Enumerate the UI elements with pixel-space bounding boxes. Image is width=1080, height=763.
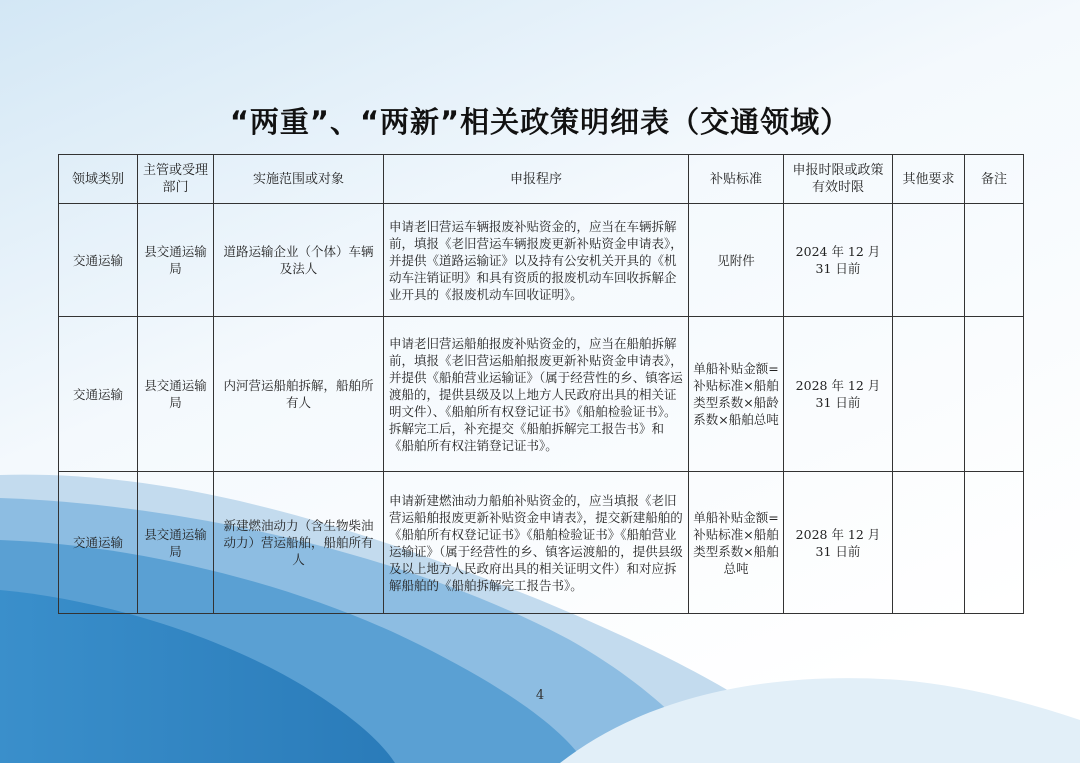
cell-category: 交通运输 xyxy=(59,472,138,614)
cell-deadline: 2024 年 12 月 31 日前 xyxy=(784,204,893,317)
cell-department: 县交通运输局 xyxy=(138,472,214,614)
header-scope: 实施范围或对象 xyxy=(214,155,384,204)
cell-procedure: 申请新建燃油动力船舶补贴资金的，应当填报《老旧营运船舶报废更新补贴资金申请表》，提交新建船舶的《船舶所有权登记证书》《船舶检验证书》《船舶营业运输证》（属于经营性的乡、镇客运渡船的，提供县级及以上地方人民政府出具的相关证明文件）和对应拆解船舶的《船舶拆解完工报告书》。 xyxy=(384,472,689,614)
header-department: 主管或受理部门 xyxy=(138,155,214,204)
cell-category: 交通运输 xyxy=(59,204,138,317)
page-number: 4 xyxy=(535,688,545,703)
cell-other xyxy=(893,317,965,472)
page-title: “两重”、“两新”相关政策明细表（交通领域） xyxy=(229,105,851,139)
cell-note xyxy=(965,204,1024,317)
cell-subsidy: 单船补贴金额=补贴标准×船舶类型系数×船龄系数×船舶总吨 xyxy=(689,317,784,472)
cell-department: 县交通运输局 xyxy=(138,204,214,317)
cell-subsidy: 见附件 xyxy=(689,204,784,317)
cell-subsidy: 单船补贴金额=补贴标准×船舶类型系数×船舶总吨 xyxy=(689,472,784,614)
cell-department: 县交通运输局 xyxy=(138,317,214,472)
cell-category: 交通运输 xyxy=(59,317,138,472)
cell-deadline: 2028 年 12 月 31 日前 xyxy=(784,317,893,472)
policy-table xyxy=(58,154,1024,614)
cell-deadline: 2028 年 12 月 31 日前 xyxy=(784,472,893,614)
cell-procedure: 申请老旧营运船舶报废补贴资金的，应当在船舶拆解前，填报《老旧营运船舶报废更新补贴资金申请表》，并提供《船舶营业运输证》（属于经营性的乡、镇客运渡船的，提供县级及以上地方人民政府出具的相关证明文件）、《船舶所有权登记证书》《船舶检验证书》。拆解完工后，补充提交《船舶拆解完工报告书》和《船舶所有权注销登记证书》。 xyxy=(384,317,689,472)
cell-note xyxy=(965,472,1024,614)
header-procedure: 申报程序 xyxy=(384,155,689,204)
table-row xyxy=(59,472,1024,614)
cell-scope: 内河营运船舶拆解，船舶所有人 xyxy=(214,317,384,472)
cell-scope: 新建燃油动力（含生物柴油动力）营运船舶，船舶所有人 xyxy=(214,472,384,614)
cell-other xyxy=(893,472,965,614)
cell-scope: 道路运输企业（个体）车辆及法人 xyxy=(214,204,384,317)
cell-other xyxy=(893,204,965,317)
header-other: 其他要求 xyxy=(893,155,965,204)
table-row xyxy=(59,204,1024,317)
table-header-row xyxy=(59,155,1024,204)
header-subsidy: 补贴标准 xyxy=(689,155,784,204)
header-category: 领域类别 xyxy=(59,155,138,204)
cell-note xyxy=(965,317,1024,472)
cell-procedure: 申请老旧营运车辆报废补贴资金的，应当在车辆拆解前，填报《老旧营运车辆报废更新补贴资金申请表》，并提供《道路运输证》以及持有公安机关开具的《机动车注销证明》和具有资质的报废机动车回收拆解企业开具的《报废机动车回收证明》。 xyxy=(384,204,689,317)
header-deadline: 申报时限或政策有效时限 xyxy=(784,155,893,204)
table-row xyxy=(59,317,1024,472)
header-note: 备注 xyxy=(965,155,1024,204)
